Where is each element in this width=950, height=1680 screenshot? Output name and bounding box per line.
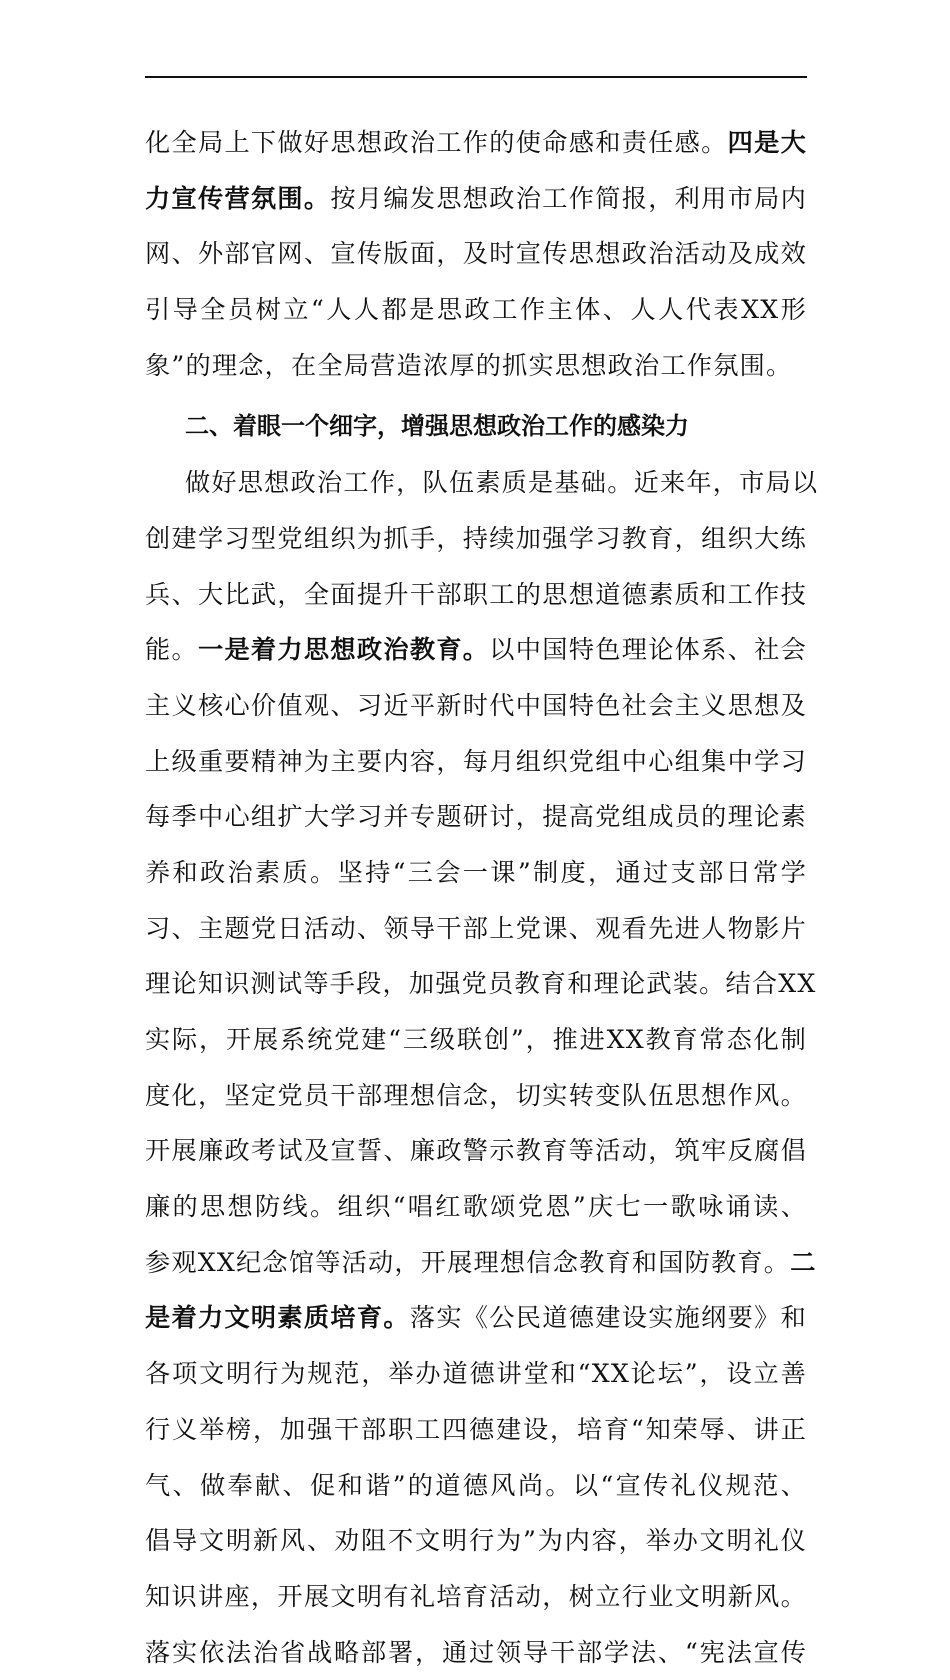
paragraph-2 <box>145 455 819 1680</box>
text-line: 养和政治素质。坚持“三会一课”制度，通过支部日常学 <box>145 857 807 887</box>
bold-run: 二 <box>790 1246 817 1277</box>
bold-run: 力宣传营氛围。 <box>145 182 331 213</box>
text-line: 理论知识测试等手段，加强党员教育和理论武装。结合XX <box>145 969 817 999</box>
text-line: 习、主题党日活动、领导干部上党课、观看先进人物影片 <box>145 913 807 943</box>
text-line <box>145 171 807 227</box>
text-line <box>145 1290 807 1346</box>
section-heading: 二、着眼一个细字，增强思想政治工作的感染力 <box>185 412 689 441</box>
paragraph-1 <box>145 115 807 393</box>
bold-run: 四是大 <box>727 127 807 157</box>
text-line <box>145 1235 817 1291</box>
text-line: 创建学习型党组织为抓手，持续加强学习教育，组织大练 <box>145 523 807 553</box>
text-line: 主义核心价值观、习近平新时代中国特色社会主义思想及 <box>145 690 807 720</box>
text-run: 化全局上下做好思想政治工作的使命感和责任感。 <box>145 128 728 157</box>
text-line: 兵、大比武，全面提升干部职工的思想道德素质和工作技 <box>145 579 807 609</box>
text-line: 知识讲座，开展文明有礼培育活动，树立行业文明新风。 <box>145 1581 807 1611</box>
bold-run: 一是着力思想政治教育。 <box>197 634 490 665</box>
text-line: 象”的理念，在全局营造浓厚的抓实思想政治工作氛围。 <box>145 350 793 380</box>
text-line <box>145 115 807 171</box>
text-line: 度化，坚定党员干部理想信念，切实转变队伍思想作风。 <box>145 1080 807 1110</box>
text-line <box>145 455 819 511</box>
header-rule <box>145 76 807 78</box>
text-line: 行义举榜，加强干部职工四德建设，培育“知荣辱、讲正 <box>145 1414 807 1444</box>
document-body <box>145 115 819 1680</box>
text-run: 落实《公民道德建设实施纲要》和 <box>409 1303 808 1333</box>
text-line: 引导全员树立“人人都是思政工作主体、人人代表XX形 <box>145 295 807 325</box>
text-line: 每季中心组扩大学习并专题研讨，提高党组成员的理论素 <box>145 802 807 832</box>
text-run: 以中国特色理论体系、社会 <box>489 635 807 665</box>
text-run: 做好思想政治工作，队伍素质是基础。近来年，市局以 <box>185 468 819 498</box>
text-line: 上级重要精神为主要内容，每月组织党组中心组集中学习 <box>145 746 807 776</box>
text-line <box>145 622 807 678</box>
text-line: 廉的思想防线。组织“唱红歌颂党恩”庆七一歌咏诵读、 <box>145 1192 807 1222</box>
text-run: 能。 <box>145 635 198 665</box>
text-line: 气、做奉献、促和谐”的道德风尚。以“宣传礼仪规范、 <box>145 1470 807 1500</box>
text-run: 参观XX纪念馆等活动，开展理想信念教育和国防教育。 <box>145 1247 791 1277</box>
bold-run: 是着力文明素质培育。 <box>145 1302 410 1333</box>
text-run: 按月编发思想政治工作简报，利用市局内 <box>330 183 807 213</box>
text-line: 落实依法治省战略部署，通过领导干部学法、“宪法宣传 <box>145 1637 807 1667</box>
text-line: 倡导文明新风、劝阻不文明行为”为内容，举办文明礼仪 <box>145 1526 807 1556</box>
text-line: 各项文明行为规范，举办道德讲堂和“XX论坛”，设立善 <box>145 1359 807 1389</box>
text-line: 网、外部官网、宣传版面，及时宣传思想政治活动及成效 <box>145 239 807 269</box>
text-line: 实际，开展系统党建“三级联创”，推进XX教育常态化制 <box>145 1025 807 1054</box>
text-line: 开展廉政考试及宣誓、廉政警示教育等活动，筑牢反腐倡 <box>145 1136 807 1166</box>
